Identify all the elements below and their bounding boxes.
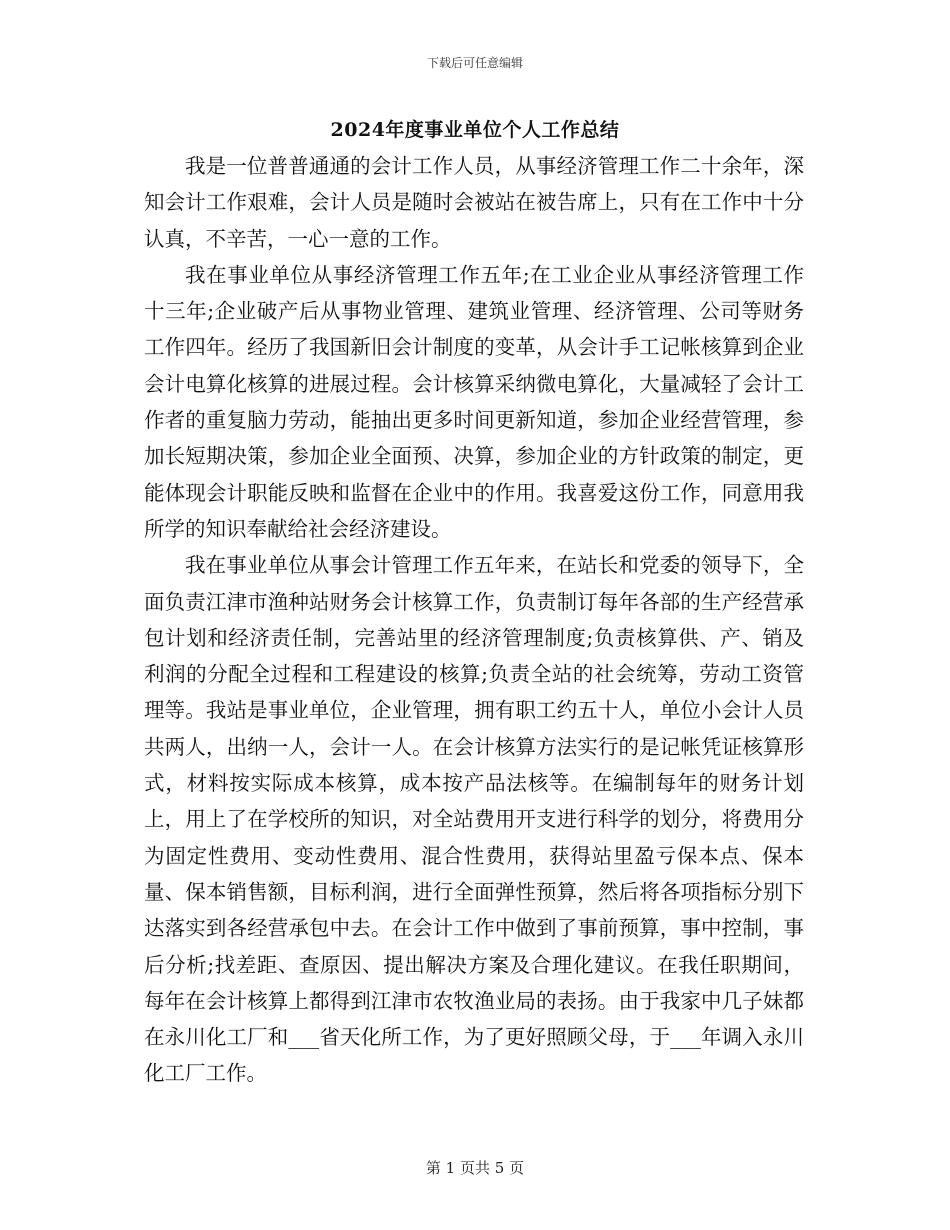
paragraph-3: 我在事业单位从事会计管理工作五年来，在站长和党委的领导下，全面负责江津市渔种站财务会计核算工作，负责制订每年各部的生产经营承包计划和经济责任制，完善站里的经济管理制度;负责核算供、产、销及利润的分配全过程和工程建设的核算;负责全站的社会统筹，劳动工资管理等。我站是事业单位，企业管理，拥有职工约五十人，单位小会计人员共两人，出纳一人，会计一人。在会计核算方法实行的是记帐凭证核算形式，材料按实际成本核算，成本按产品法核等。在编制每年的财务计划上，用上了在学校所的知识，对全站费用开支进行科学的划分，将费用分为固定性费用、变动性费用、混合性费用，获得站里盈亏保本点、保本量、保本销售额，目标利润，进行全面弹性预算，然后将各项指标分别下达落实到各经营承包中去。在会计工作中做到了事前预算，事中控制，事后分析;找差距、查原因、提出解决方案及合理化建议。在我任职期间，每年在会计核算上都得到江津市农牧渔业局的表扬。由于我家中几子妹都在永川化工厂和___省天化所工作，为了更好照顾父母，于___年调入永川化工厂工作。: [144, 553, 804, 1086]
page-footer: 第 1 页共 5 页: [425, 1159, 525, 1177]
document-body: [144, 148, 804, 1092]
document-title: 2024年度事业单位个人工作总结: [330, 119, 620, 141]
paragraph-2: 我在事业单位从事经济管理工作五年;在工业企业从事经济管理工作十三年;企业破产后从事物业管理、建筑业管理、经济管理、公司等财务工作四年。经历了我国新旧会计制度的变革，从会计手工记帐核算到企业会计电算化核算的进展过程。会计核算采纳微电算化，大量减轻了会计工作者的重复脑力劳动，能抽出更多时间更新知道，参加企业经营管理，参加长短期决策，参加企业全面预、决算，参加企业的方针政策的制定，更能体现会计职能反映和监督在企业中的作用。我喜爱这份工作，同意用我所学的知识奉献给社会经济建设。: [144, 262, 804, 541]
paragraph-1: 我是一位普普通通的会计工作人员，从事经济管理工作二十余年，深知会计工作艰难，会计人员是随时会被站在被告席上，只有在工作中十分认真，不辛苦，一心一意的工作。: [144, 154, 804, 251]
page-header: 下载后可任意编辑: [426, 56, 523, 70]
